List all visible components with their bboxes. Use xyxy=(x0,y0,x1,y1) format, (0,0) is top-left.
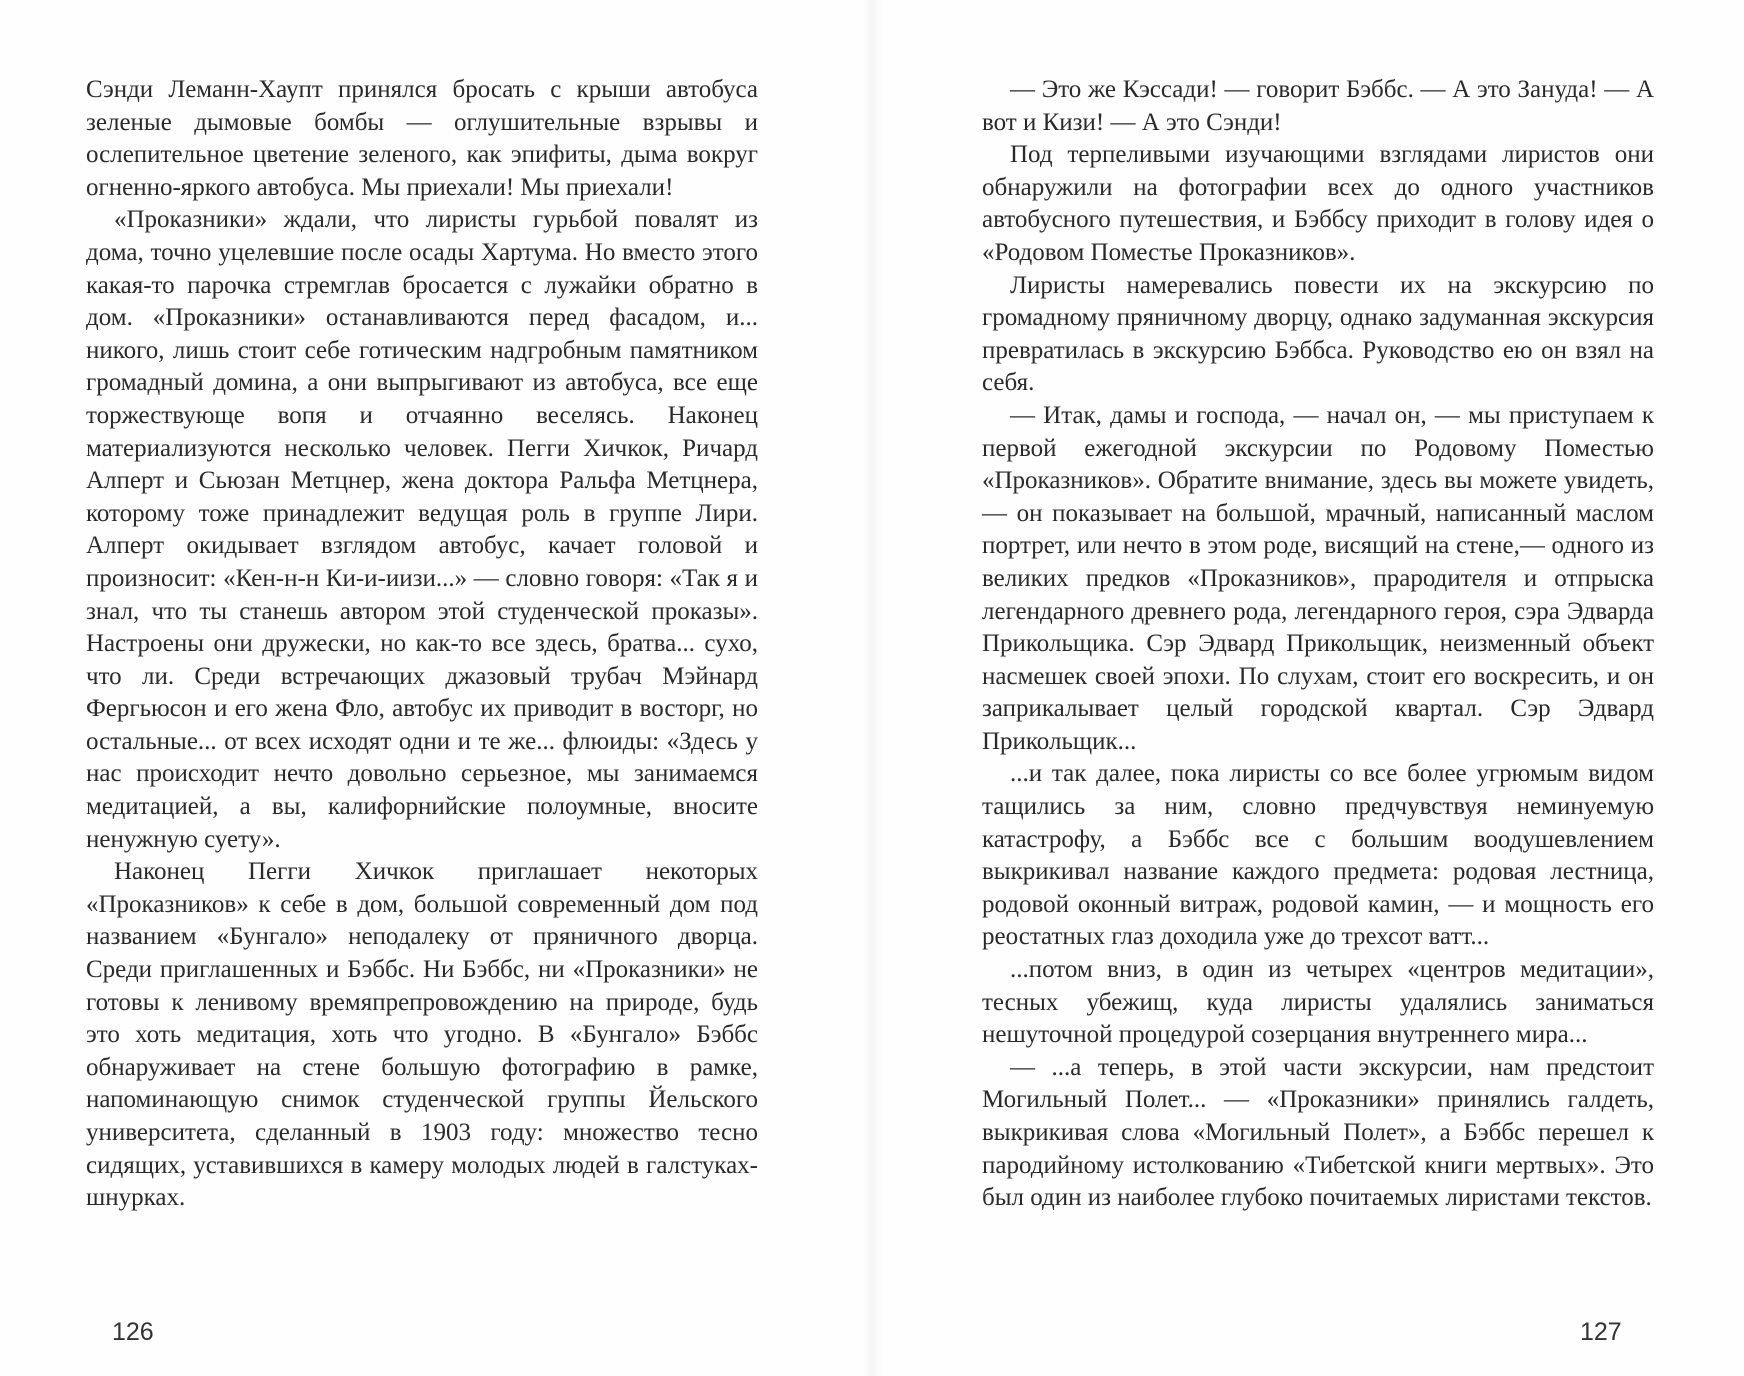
left-page xyxy=(86,74,758,1215)
paragraph: — ...а теперь, в этой части экскурсии, нам предстоит Могильный Полет... — «Проказники» принялись галдеть, выкрикивая слова «Могильный Полет», а Бэббс перешел к пародийному истолкованию «Тибетской книги мертвых». Это был один из наиболее глубоко почитаемых лиристами текстов. xyxy=(982,1053,1654,1212)
paragraph: ...и так далее, пока лиристы со все более угрюмым видом тащились за ним, словно предчувствуя неминуемую катастрофу, а Бэббс все с большим воодушевлением выкрикивал название каждого предмета: родовая лестница, родовой оконный витраж, родовой камин, — и мощность его реостатных глаз доходила уже до трехсот ватт... xyxy=(982,760,1654,951)
paragraph: Под терпеливыми изучающими взглядами лиристов они обнаружили на фотографии всех до одного участников автобусного путешествия, и Бэббсу приходит в голову идея о «Родовом Поместье Проказников». xyxy=(982,141,1654,266)
paragraph: Сэнди Леманн-Хаупт принялся бросать с крыши автобуса зеленые дымовые бомбы — оглушительные взрывы и ослепительное цветение зеленого, как эпифиты, дыма вокруг огненно-яркого автобуса. Мы приехали! Мы приехали! xyxy=(86,76,758,201)
right-page xyxy=(982,74,1654,1215)
paragraph: — Итак, дамы и господа, — начал он, — мы приступаем к первой ежегодной экскурсии по Родовому Поместью «Проказников». Обратите внимание, здесь вы можете увидеть, — он показывает на большой, мрачный, написанный маслом портрет, или нечто в этом роде, висящий на стене,— одного из великих предков «Проказников», прародителя и отпрыска легендарного древнего рода, легендарного героя, сэра Эдварда Прикольщика. Сэр Эдвард Прикольщик, неизменный объект насмешек своей эпохи. По слухам, стоит его воскресить, и он заприкалывает целый городской квартал. Сэр Эдвард Прикольщик... xyxy=(982,401,1654,755)
book-gutter xyxy=(862,0,882,1376)
paragraph: ...потом вниз, в один из четырех «центров медитации», тесных убежищ, куда лиристы удалялись заниматься нешуточной процедурой созерцания внутреннего мира... xyxy=(982,956,1654,1049)
page-number-left: 126 xyxy=(112,1318,154,1346)
page-number-right: 127 xyxy=(1580,1318,1622,1346)
paragraph: Лиристы намеревались повести их на экскурсию по громадному пряничному дворцу, однако задуманная экскурсия превратилась в экскурсию Бэббса. Руководство ею он взял на себя. xyxy=(982,271,1654,397)
paragraph: — Это же Кэссади! — говорит Бэббс. — А это Зануда! — А вот и Кизи! — А это Сэнди! xyxy=(982,76,1654,136)
paragraph: «Проказники» ждали, что лиристы гурьбой повалят из дома, точно уцелевшие после осады Хартума. Но вместо этого какая-то парочка стремглав бросается с лужайки обратно в дом. «Проказники» останавливаются перед фасадом, и... никого, лишь стоит себе готическим надгробным памятником громадный домина, а они выпрыгивают из автобуса, все еще торжествующе вопя и отчаянно веселясь. Наконец материализуются несколько человек. Пегги Хичкок, Ричард Алперт и Сьюзан Метцнер, жена доктора Ральфа Метцнера, которому тоже принадлежит ведущая роль в группе Лири. Алперт окидывает взглядом автобус, качает головой и произносит: «Кен-н-н Ки-и-иизи...» — словно говоря: «Так я и знал, что ты станешь автором этой студенческой проказы». Настроены они дружески, но как-то все здесь, братва... сухо, что ли. Среди встречающих джазовый трубач Мэйнард Фергьюсон и его жена Фло, автобус их приводит в восторг, но остальные... от всех исходят одни и те же... флюиды: «Здесь у нас происходит нечто довольно серьезное, мы занимаемся медитацией, а вы, калифорнийские полоумные, вносите ненужную суету». xyxy=(86,206,758,853)
paragraph: Наконец Пегги Хичкок приглашает некоторых «Проказников» к себе в дом, большой современный дом под названием «Бунгало» неподалеку от пряничного дворца. Среди приглашенных и Бэббс. Ни Бэббс, ни «Проказники» не готовы к ленивому времяпрепровождению на природе, будь это хоть медитация, хоть что угодно. В «Бунгало» Бэббс обнаруживает на стене большую фотографию в рамке, напоминающую снимок студенческой группы Йельского университета, сделанный в 1903 году: множество тесно сидящих, уставившихся в камеру молодых людей в галстуках-шнурках. xyxy=(86,858,758,1212)
